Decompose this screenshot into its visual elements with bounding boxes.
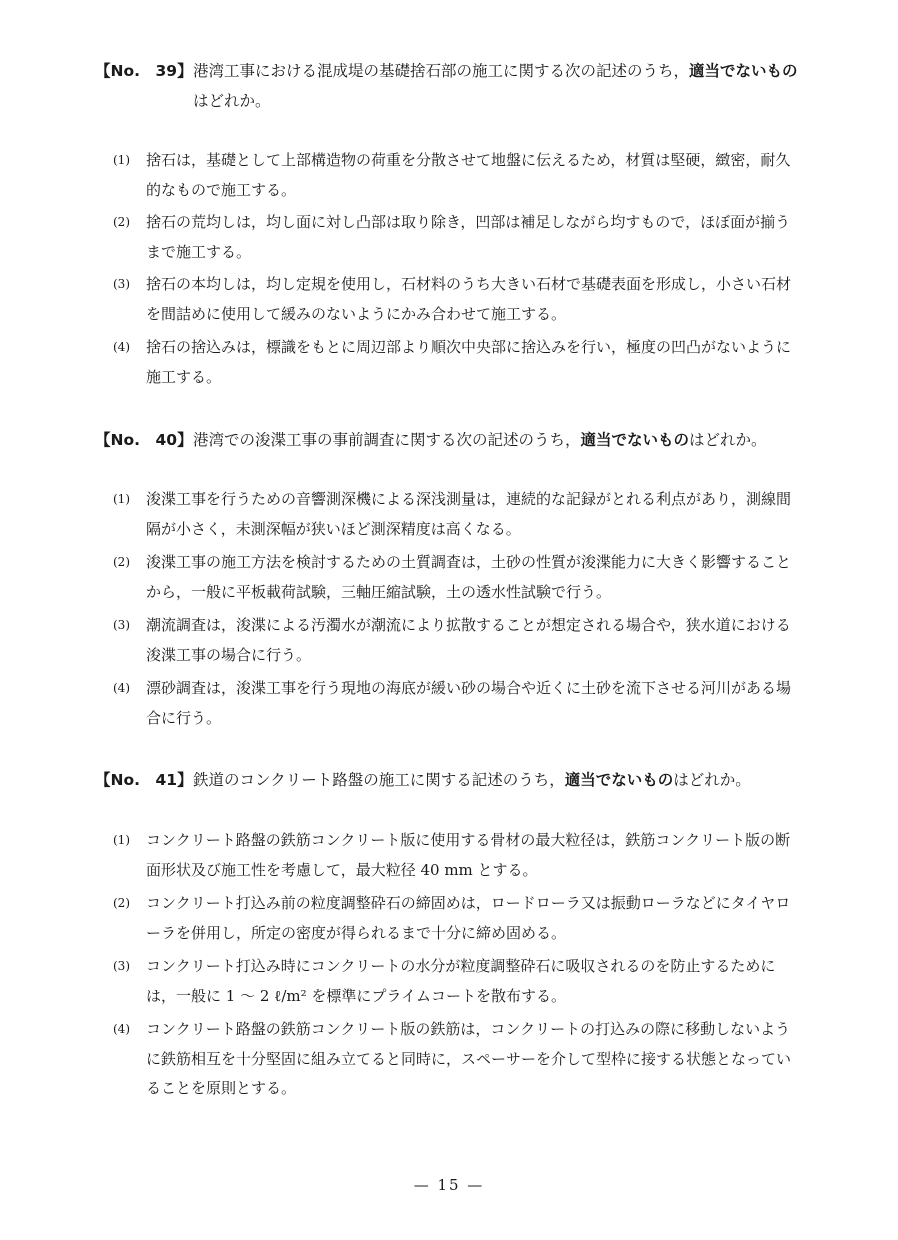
option-text: コンクリート打込み時にコンクリートの水分が粒度調整砕石に吸収されるのを防止するためには，一般に 1 ～ 2 ℓ/m² を標準にプライムコートを散布する。 xyxy=(146,957,776,1005)
option-number: (2) xyxy=(113,215,130,229)
option-text: 潮流調査は，浚渫による汚濁水が潮流により拡散することが想定される場合や，狭水道における浚渫工事の場合に行う。 xyxy=(146,616,791,664)
option-39-3 xyxy=(113,270,803,329)
option-40-1 xyxy=(113,485,803,544)
option-number: (1) xyxy=(113,153,130,167)
emphasis-text: 適当でないもの xyxy=(580,431,690,449)
option-41-1 xyxy=(113,826,803,885)
option-number: (4) xyxy=(113,340,130,354)
option-text: 捨石の捨込みは，標識をもとに周辺部より順次中央部に捨込みを行い，極度の凹凸がないように施工する。 xyxy=(146,338,792,386)
question-text: 鉄道のコンクリート路盤の施工に関する記述のうち，適当でないものはどれか。 xyxy=(193,771,751,789)
option-41-4 xyxy=(113,1015,803,1104)
option-text: 浚渫工事を行うための音響測深機による深浅測量は，連続的な記録がとれる利点があり，測線間隔が小さく，未測深幅が狭いほど測深精度は高くなる。 xyxy=(146,490,792,538)
option-text: 捨石の本均しは，均し定規を使用し，石材料のうち大きい石材で基礎表面を形成し，小さい石材を間詰めに使用して緩みのないようにかみ合わせて施工する。 xyxy=(146,275,792,323)
question-text: 港湾工事における混成堤の基礎捨石部の施工に関する次の記述のうち，適当でないものはどれか。 xyxy=(193,62,798,110)
option-number: (1) xyxy=(113,492,130,506)
emphasis-text: 適当でないもの xyxy=(689,62,798,80)
option-40-2 xyxy=(113,548,803,607)
option-number: (3) xyxy=(113,277,130,291)
page-number: — 15 — xyxy=(413,1176,485,1194)
option-text: 浚渫工事の施工方法を検討するための土質調査は，土砂の性質が浚渫能力に大きく影響することから，一般に平板載荷試験，三軸圧縮試験，土の透水性試験で行う。 xyxy=(146,553,792,601)
option-text: 漂砂調査は，浚渫工事を行う現地の海底が緩い砂の場合や近くに土砂を流下させる河川がある場合に行う。 xyxy=(146,679,792,727)
option-number: (3) xyxy=(113,959,130,973)
option-39-2 xyxy=(113,208,803,267)
question-text: 港湾での浚渫工事の事前調査に関する次の記述のうち，適当でないものはどれか。 xyxy=(193,431,767,449)
option-40-3 xyxy=(113,611,803,670)
option-39-1 xyxy=(113,146,803,205)
option-41-2 xyxy=(113,889,803,948)
option-text: 捨石は，基礎として上部構造物の荷重を分散させて地盤に伝えるため，材質は堅硬，緻密，耐久的なもので施工する。 xyxy=(146,151,791,199)
question-41-heading xyxy=(95,765,810,795)
question-number: 【No. 39】 xyxy=(95,62,193,80)
option-text: コンクリート打込み前の粒度調整砕石の締固めは，ロードローラ又は振動ローラなどにタイヤローラを併用し，所定の密度が得られるまで十分に締め固める。 xyxy=(146,894,791,942)
question-number: 【No. 40】 xyxy=(95,431,193,449)
option-text: コンクリート路盤の鉄筋コンクリート版の鉄筋は，コンクリートの打込みの際に移動しないように鉄筋相互を十分堅固に組み立てると同時に，スペーサーを介して型枠に接する状態となっていることを原則とする。 xyxy=(146,1020,792,1097)
question-number: 【No. 41】 xyxy=(95,771,193,789)
question-39-heading xyxy=(95,56,810,116)
option-number: (4) xyxy=(113,1022,130,1036)
option-40-4 xyxy=(113,674,803,733)
option-text: コンクリート路盤の鉄筋コンクリート版に使用する骨材の最大粒径は，鉄筋コンクリート版の断面形状及び施工性を考慮して，最大粒径 40 mm とする。 xyxy=(146,831,791,879)
option-39-4 xyxy=(113,333,803,392)
option-number: (1) xyxy=(113,833,130,847)
option-41-3 xyxy=(113,952,803,1011)
option-number: (2) xyxy=(113,896,130,910)
option-number: (4) xyxy=(113,681,130,695)
option-number: (2) xyxy=(113,555,130,569)
option-number: (3) xyxy=(113,618,130,632)
emphasis-text: 適当でないもの xyxy=(564,771,674,789)
option-text: 捨石の荒均しは，均し面に対し凸部は取り除き，凹部は補足しながら均すもので，ほぼ面が揃うまで施工する。 xyxy=(146,213,791,261)
question-40-heading xyxy=(95,425,810,455)
